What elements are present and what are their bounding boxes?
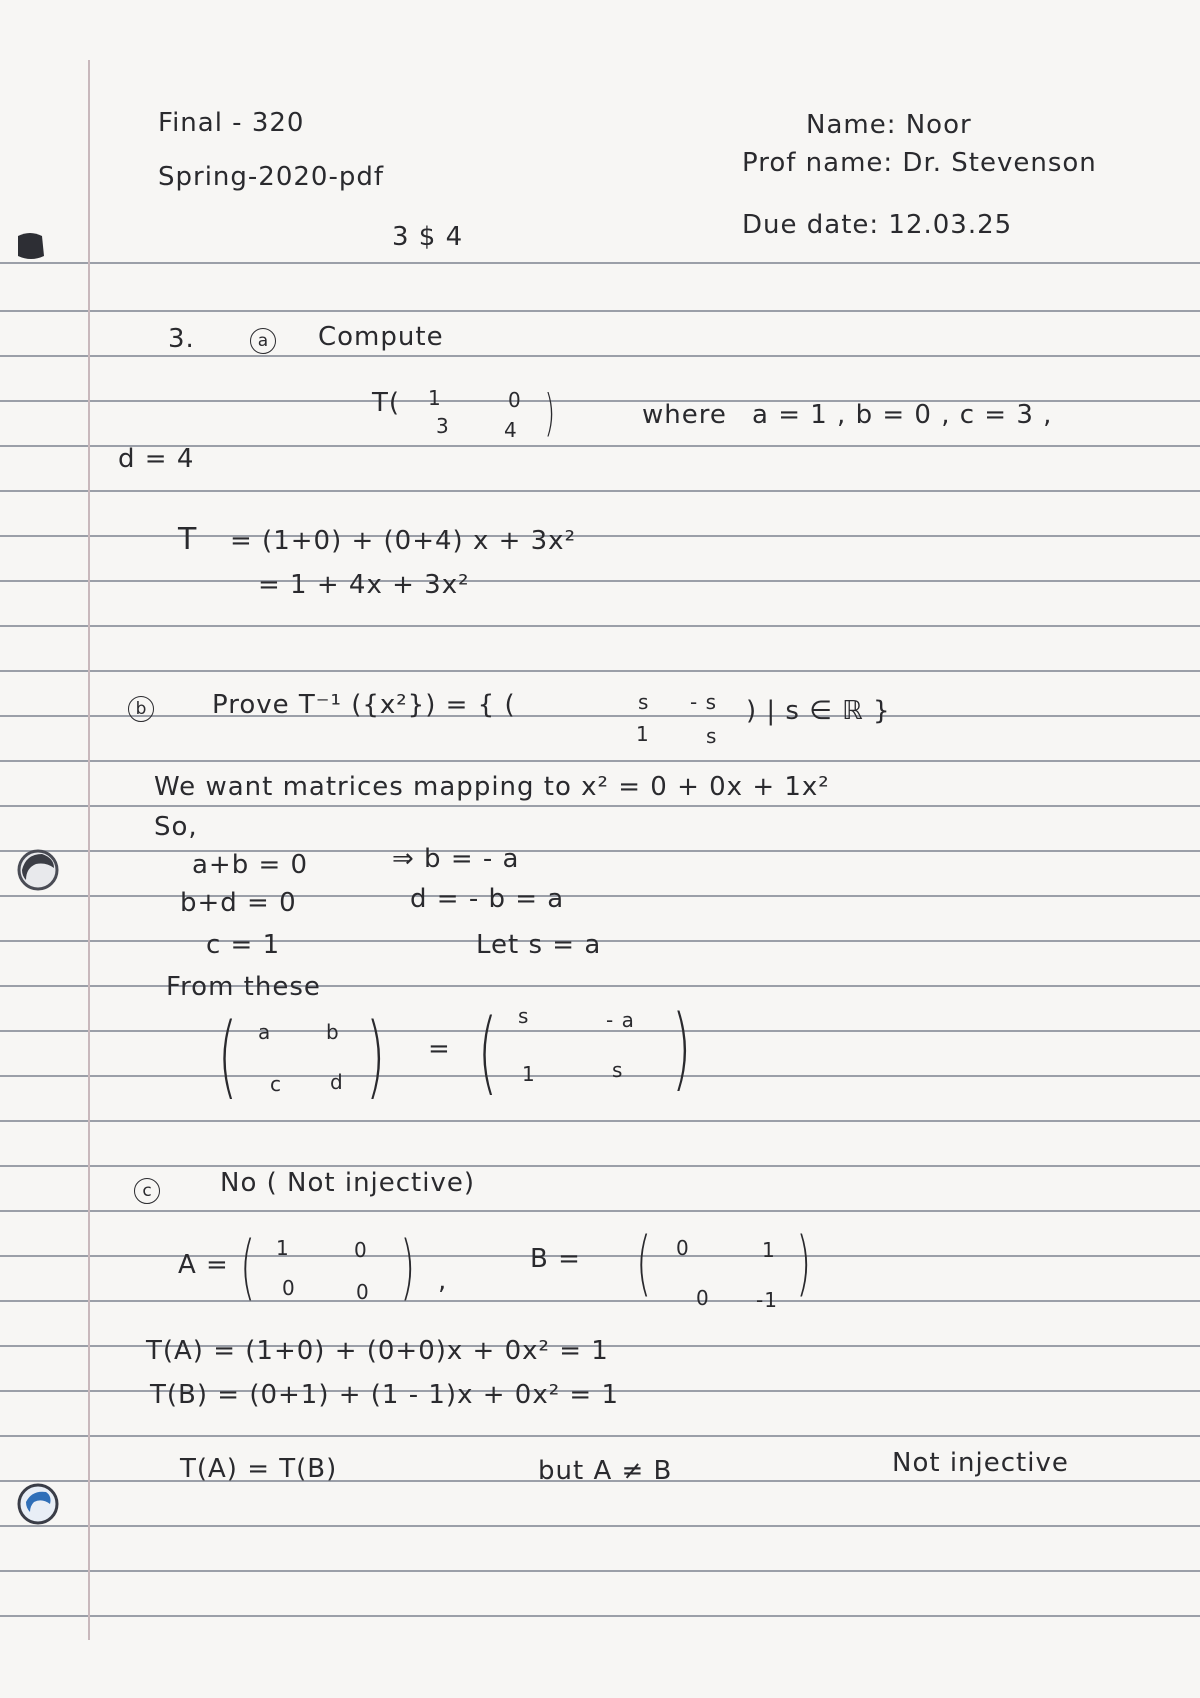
ruled-line — [0, 1075, 1200, 1077]
matrix-entry: 0 — [696, 1286, 710, 1310]
ruled-line — [0, 850, 1200, 852]
want-statement: We want matrices mapping to x² = 0 + 0x + 1x² — [154, 772, 830, 802]
close-paren: ) — [365, 1004, 386, 1109]
matrix-B-label: B = — [530, 1244, 581, 1274]
ruled-line — [0, 310, 1200, 312]
d-value: d = 4 — [118, 444, 195, 474]
ruled-line — [0, 625, 1200, 627]
ruled-line — [0, 670, 1200, 672]
question-number: 3. — [168, 324, 195, 354]
ruled-line — [0, 1210, 1200, 1212]
matrix-entry: -1 — [756, 1288, 778, 1312]
ruled-line — [0, 1120, 1200, 1122]
part-b-label: b — [128, 696, 154, 722]
answer-text: No ( Not injective) — [220, 1168, 476, 1198]
ruled-line — [0, 1525, 1200, 1527]
compute-text: Compute — [318, 322, 444, 352]
open-paren: ( — [636, 1222, 652, 1304]
ruled-line — [0, 355, 1200, 357]
ruled-line — [0, 1030, 1200, 1032]
computation-line-2: = 1 + 4x + 3x² — [258, 570, 470, 600]
matrix-entry: c — [270, 1072, 282, 1096]
matrix-entry: 4 — [504, 418, 518, 442]
from-these: From these — [166, 972, 321, 1002]
T-of-A: T(A) = (1+0) + (0+0)x + 0x² = 1 — [146, 1336, 609, 1366]
close-paren: ) — [400, 1226, 416, 1308]
binder-hole-icon — [16, 1482, 60, 1526]
equation-3: c = 1 — [206, 930, 281, 960]
where-text: where — [642, 400, 727, 430]
professor-name: Prof name: Dr. Stevenson — [742, 148, 1097, 178]
set-matrix-entry: - s — [690, 690, 717, 714]
let-statement: Let s = a — [476, 930, 602, 960]
ruled-line — [0, 490, 1200, 492]
problem-numbers: 3 $ 4 — [392, 222, 464, 252]
open-paren: ( — [240, 1226, 256, 1308]
T-of-B: T(B) = (0+1) + (1 - 1)x + 0x² = 1 — [150, 1380, 619, 1410]
part-c-label: c — [134, 1178, 160, 1204]
matrix-entry: 0 — [354, 1238, 368, 1262]
comma: , — [438, 1266, 448, 1296]
part-a-label: a — [250, 328, 276, 354]
matrix-entry: 0 — [356, 1280, 370, 1304]
close-paren: ) — [796, 1222, 812, 1304]
implication-2: d = - b = a — [410, 884, 565, 914]
matrix-close-paren: ) — [544, 384, 556, 442]
matrix-entry: 1 — [522, 1062, 536, 1086]
equation-2: b+d = 0 — [180, 888, 297, 918]
binder-hole-icon — [16, 230, 46, 264]
margin-line — [88, 60, 90, 1640]
set-matrix-entry: s — [706, 724, 718, 748]
ruled-line — [0, 262, 1200, 264]
matrix-entry: 1 — [762, 1238, 776, 1262]
matrix-entry: 0 — [282, 1276, 296, 1300]
but-not-equal: but A ≠ B — [538, 1456, 673, 1486]
student-name: Name: Noor — [806, 110, 972, 140]
ruled-line — [0, 1165, 1200, 1167]
matrix-entry: 3 — [436, 414, 450, 438]
ruled-line — [0, 1570, 1200, 1572]
ruled-line — [0, 1615, 1200, 1617]
due-date: Due date: 12.03.25 — [742, 210, 1013, 240]
prove-statement: Prove T⁻¹ ({x²}) = { ( — [212, 690, 516, 720]
not-injective: Not injective — [892, 1448, 1069, 1478]
open-paren: ( — [477, 1000, 498, 1105]
ruled-line — [0, 760, 1200, 762]
matrix-entry: s — [612, 1058, 624, 1082]
matrix-entry: 1 — [276, 1236, 290, 1260]
ruled-line — [0, 580, 1200, 582]
equation-1: a+b = 0 — [192, 850, 309, 880]
matrix-entry: - a — [606, 1008, 635, 1032]
equals-sign: = — [428, 1034, 451, 1064]
matrix-entry: b — [326, 1020, 340, 1044]
matrix-entry: 1 — [428, 386, 442, 410]
implication-1: ⇒ b = - a — [392, 844, 520, 874]
matrix-entry: 0 — [508, 388, 522, 412]
ruled-line — [0, 805, 1200, 807]
T-open: T( — [372, 388, 401, 418]
matrix-A-label: A = — [178, 1250, 229, 1280]
close-paren: ) — [671, 996, 692, 1101]
ruled-line — [0, 1435, 1200, 1437]
file-name: Spring-2020-pdf — [158, 162, 384, 192]
exam-title: Final - 320 — [158, 108, 305, 138]
set-builder-end: ) | s ∈ ℝ } — [746, 696, 891, 726]
open-paren: ( — [217, 1004, 238, 1109]
matrix-entry: d — [330, 1070, 344, 1094]
so-text: So, — [154, 812, 198, 842]
matrix-entry: s — [518, 1004, 530, 1028]
matrix-entry: 0 — [676, 1236, 690, 1260]
ruled-line — [0, 715, 1200, 717]
binder-hole-icon — [16, 848, 60, 892]
computation-line-1: = (1+0) + (0+4) x + 3x² — [230, 526, 576, 556]
matrix-entry: a — [258, 1020, 272, 1044]
T-symbol: T — [178, 522, 198, 557]
conclusion-equal: T(A) = T(B) — [180, 1454, 338, 1484]
variable-values: a = 1 , b = 0 , c = 3 , — [752, 400, 1053, 430]
set-matrix-entry: 1 — [636, 722, 650, 746]
ruled-line — [0, 1300, 1200, 1302]
set-matrix-entry: s — [638, 690, 650, 714]
